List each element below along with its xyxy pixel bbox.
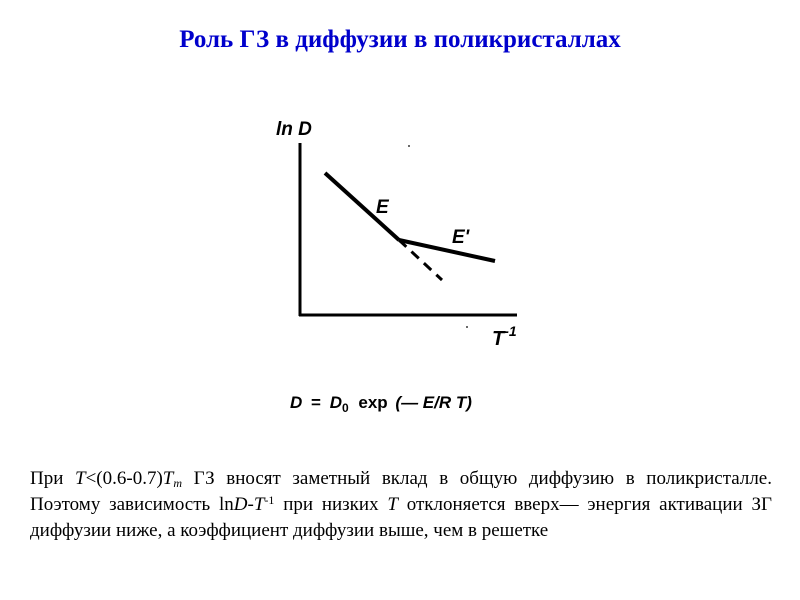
x-axis-label-exponent: -1 — [504, 323, 517, 339]
arrhenius-plot — [262, 108, 542, 418]
formula-d0-subscript: 0 — [341, 401, 349, 415]
formula-lhs: D — [290, 393, 303, 412]
x-axis-label — [492, 323, 517, 350]
y-axis-label: ln D — [276, 119, 312, 140]
formula-d0: D — [329, 393, 342, 412]
arrhenius-diagram — [262, 108, 542, 418]
formula-exp: exp — [358, 393, 388, 412]
caption-range: <(0.6-0.7) — [85, 468, 163, 489]
caption-m-subscript: m — [173, 476, 183, 490]
caption-dash: - — [247, 494, 254, 515]
caption-end: отклоняется вверх— энергия активации ЗГ диффузии ниже, а коэффициент диффузии выше, чем в решетке — [30, 494, 772, 541]
caption-Tm: T — [162, 468, 174, 489]
segment-low-t — [399, 240, 495, 261]
slide-title: Роль ГЗ в диффузии в поликристаллах — [179, 26, 621, 53]
formula-argument: (— E/R T) — [395, 393, 472, 412]
caption-prefix: При — [30, 468, 75, 489]
scan-speck-top — [408, 145, 410, 147]
scan-speck-bottom — [466, 326, 468, 328]
arrhenius-formula — [290, 393, 472, 416]
caption-body: ГЗ вносят заметный вклад в общую диффузию в поликристалле. Поэтому зависимость ln — [30, 468, 772, 515]
caption-mid: при низких — [274, 494, 388, 515]
caption-T: T — [75, 468, 86, 489]
caption-T3: T — [387, 494, 398, 515]
caption-T2: T — [253, 494, 265, 515]
caption-paragraph — [30, 466, 772, 544]
caption-D: D — [233, 494, 248, 515]
label-e: E — [376, 197, 389, 218]
formula-equals: = — [311, 393, 321, 412]
caption-exponent: -1 — [264, 493, 275, 507]
x-axis-label-base: T — [492, 328, 505, 350]
label-e-prime: E' — [452, 227, 470, 248]
